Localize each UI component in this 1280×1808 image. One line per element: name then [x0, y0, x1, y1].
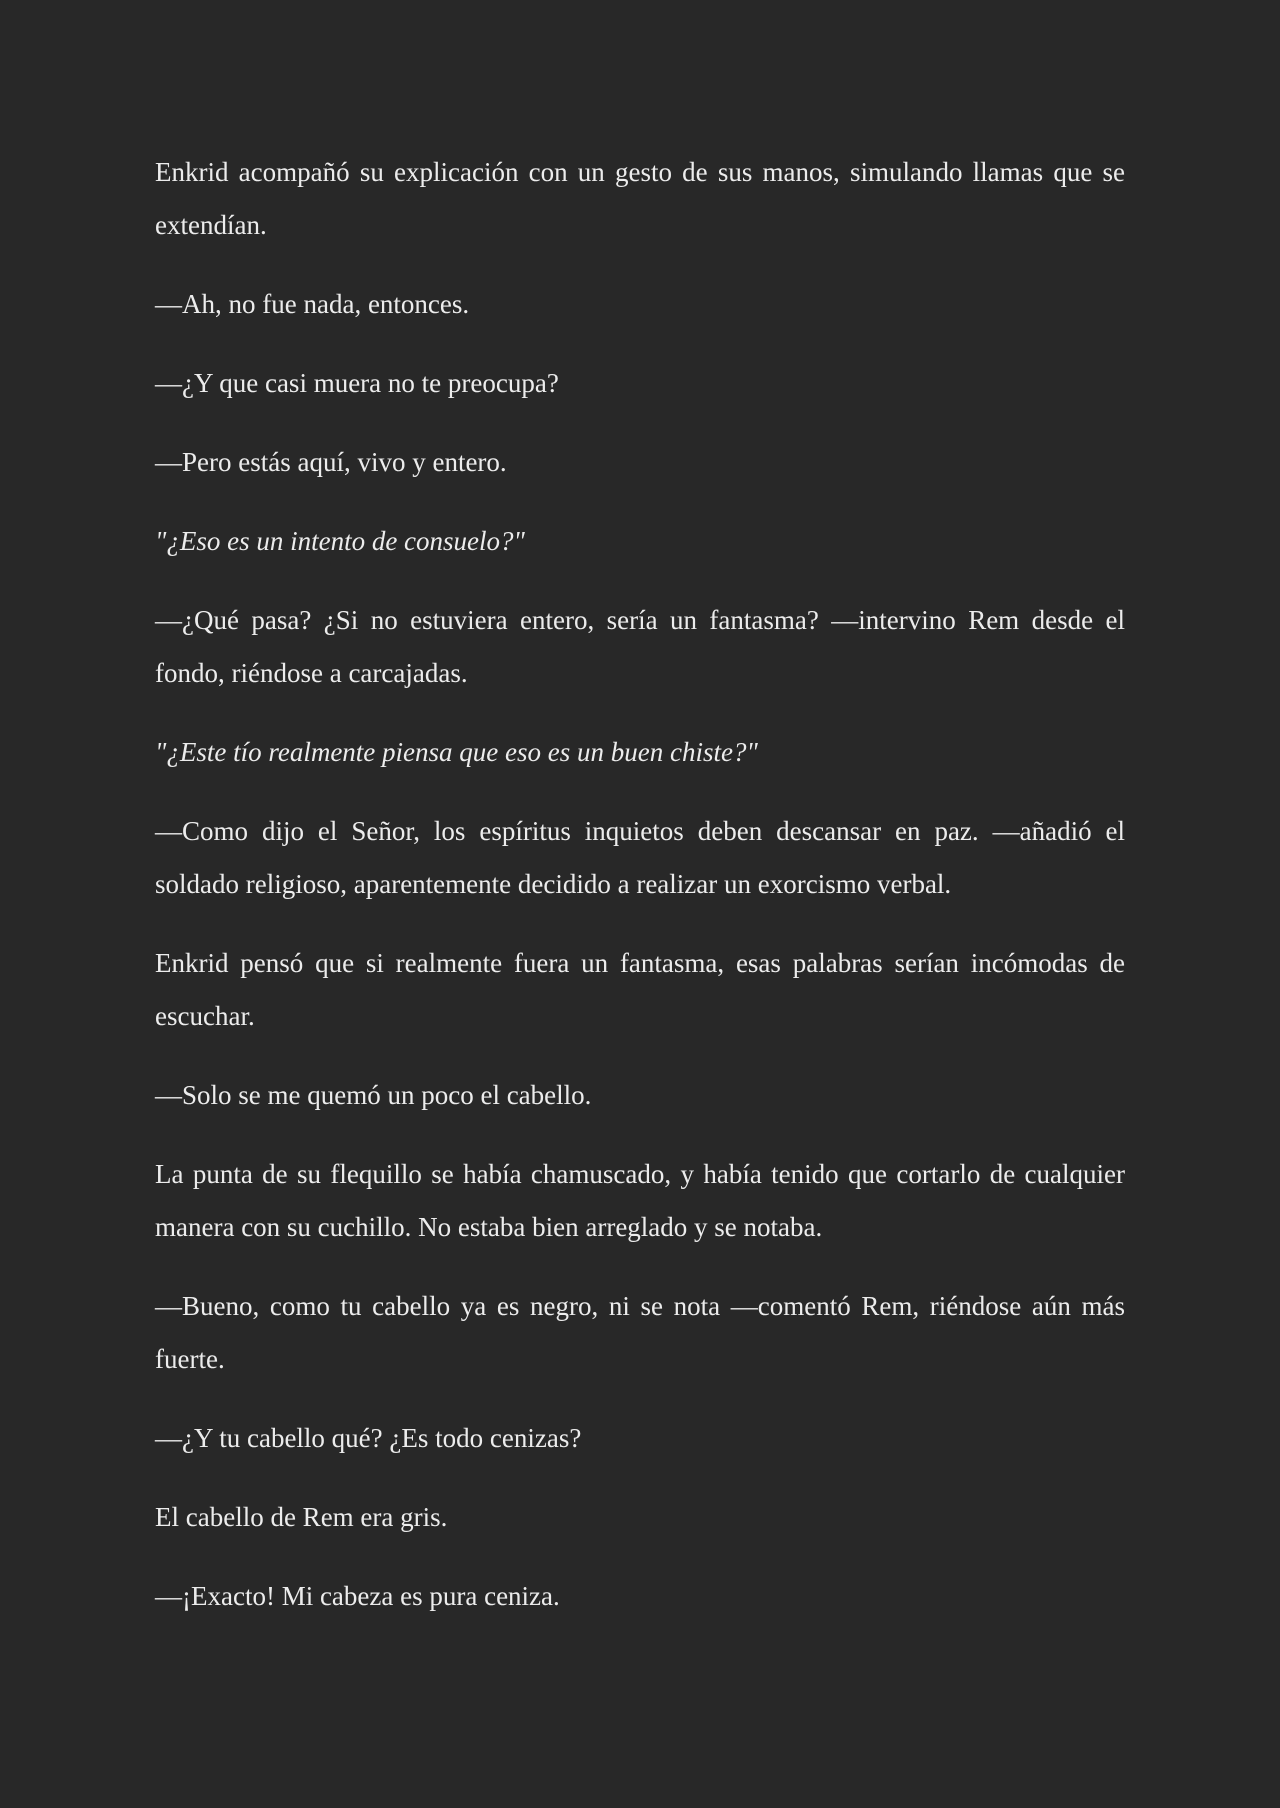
paragraph: —Bueno, como tu cabello ya es negro, ni se nota —comentó Rem, riéndose aún más fuerte.: [155, 1291, 1125, 1374]
paragraph: —Ah, no fue nada, entonces.: [155, 289, 470, 319]
inner-thought-paragraph: "¿Este tío realmente piensa que eso es un buen chiste?": [155, 737, 758, 767]
text-column: [155, 146, 1125, 1649]
paragraph: La punta de su flequillo se había chamuscado, y había tenido que cortarlo de cualquier manera con su cuchillo. No estaba bien arreglado y se notaba.: [155, 1159, 1125, 1242]
paragraph: —¡Exacto! Mi cabeza es pura ceniza.: [155, 1581, 560, 1611]
paragraph: —¿Qué pasa? ¿Si no estuviera entero, sería un fantasma? —intervino Rem desde el fondo, riéndose a carcajadas.: [155, 605, 1125, 688]
paragraph: El cabello de Rem era gris.: [155, 1502, 448, 1532]
paragraph: Enkrid pensó que si realmente fuera un fantasma, esas palabras serían incómodas de escuchar.: [155, 948, 1125, 1031]
paragraph: —¿Y tu cabello qué? ¿Es todo cenizas?: [155, 1423, 582, 1453]
paragraph: —¿Y que casi muera no te preocupa?: [155, 368, 559, 398]
paragraph: Enkrid acompañó su explicación con un gesto de sus manos, simulando llamas que se extendían.: [155, 157, 1125, 240]
inner-thought-paragraph: "¿Eso es un intento de consuelo?": [155, 526, 525, 556]
paragraph: —Solo se me quemó un poco el cabello.: [155, 1080, 592, 1110]
paragraph: —Como dijo el Señor, los espíritus inquietos deben descansar en paz. —añadió el soldado religioso, aparentemente decidido a realizar un exorcismo verbal.: [155, 816, 1125, 899]
paragraph: —Pero estás aquí, vivo y entero.: [155, 447, 507, 477]
